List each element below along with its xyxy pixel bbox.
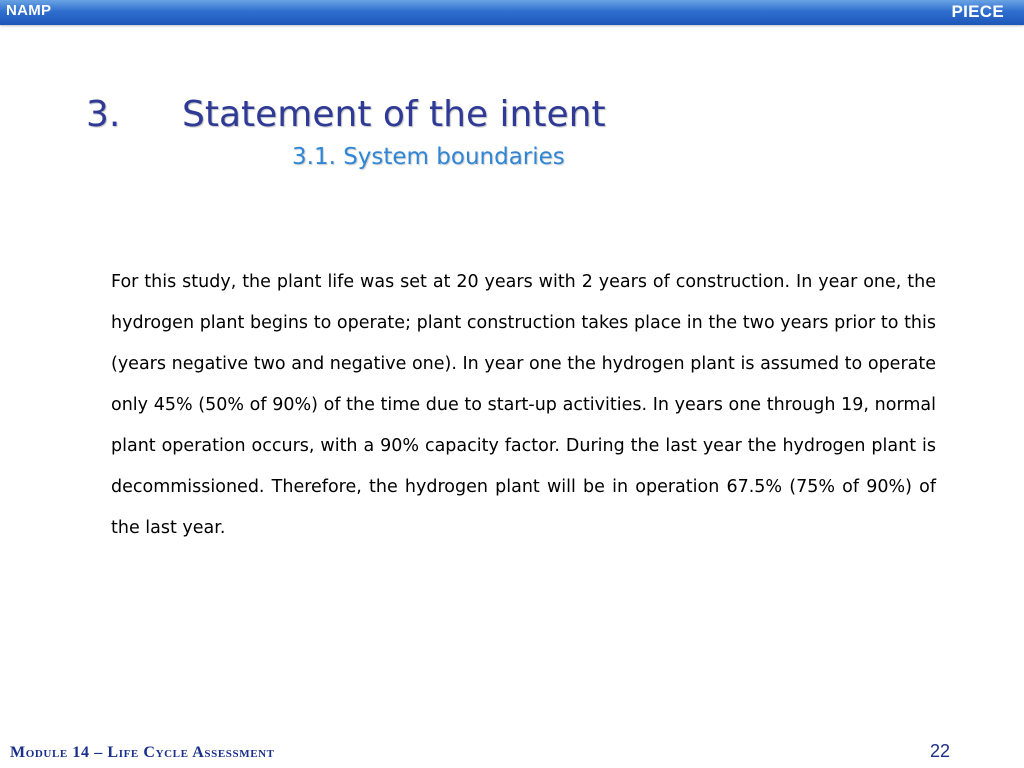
slide-body-text: For this study, the plant life was set at 20 years with 2 years of construction. In year one, the hydrogen plant begins to operate; plant construction takes place in the two years prior to this (years negative two and negative one). In year one the hydrogen plant is assumed to operate only 45% (50% of 90%) of the time due to start-up activities. In years one through 19, normal plant operation occurs, with a 90% capacity factor. During the last year the hydrogen plant is decommissioned. Therefore, the hydrogen plant will be in operation 67.5% (75% of 90%) of the last year. <box>111 272 936 538</box>
slide-title: Statement of the intent <box>182 94 606 135</box>
slide-title-number: 3. <box>86 94 121 135</box>
header-bar <box>0 0 1024 25</box>
header-right-label: PIECE <box>951 2 1004 21</box>
footer-module-label: Module 14 – Life Cycle Assessment <box>10 744 275 761</box>
header-left-label: NAMP <box>6 2 52 19</box>
footer-page-number: 22 <box>929 741 950 761</box>
slide-subtitle: 3.1. System boundaries <box>292 144 565 170</box>
